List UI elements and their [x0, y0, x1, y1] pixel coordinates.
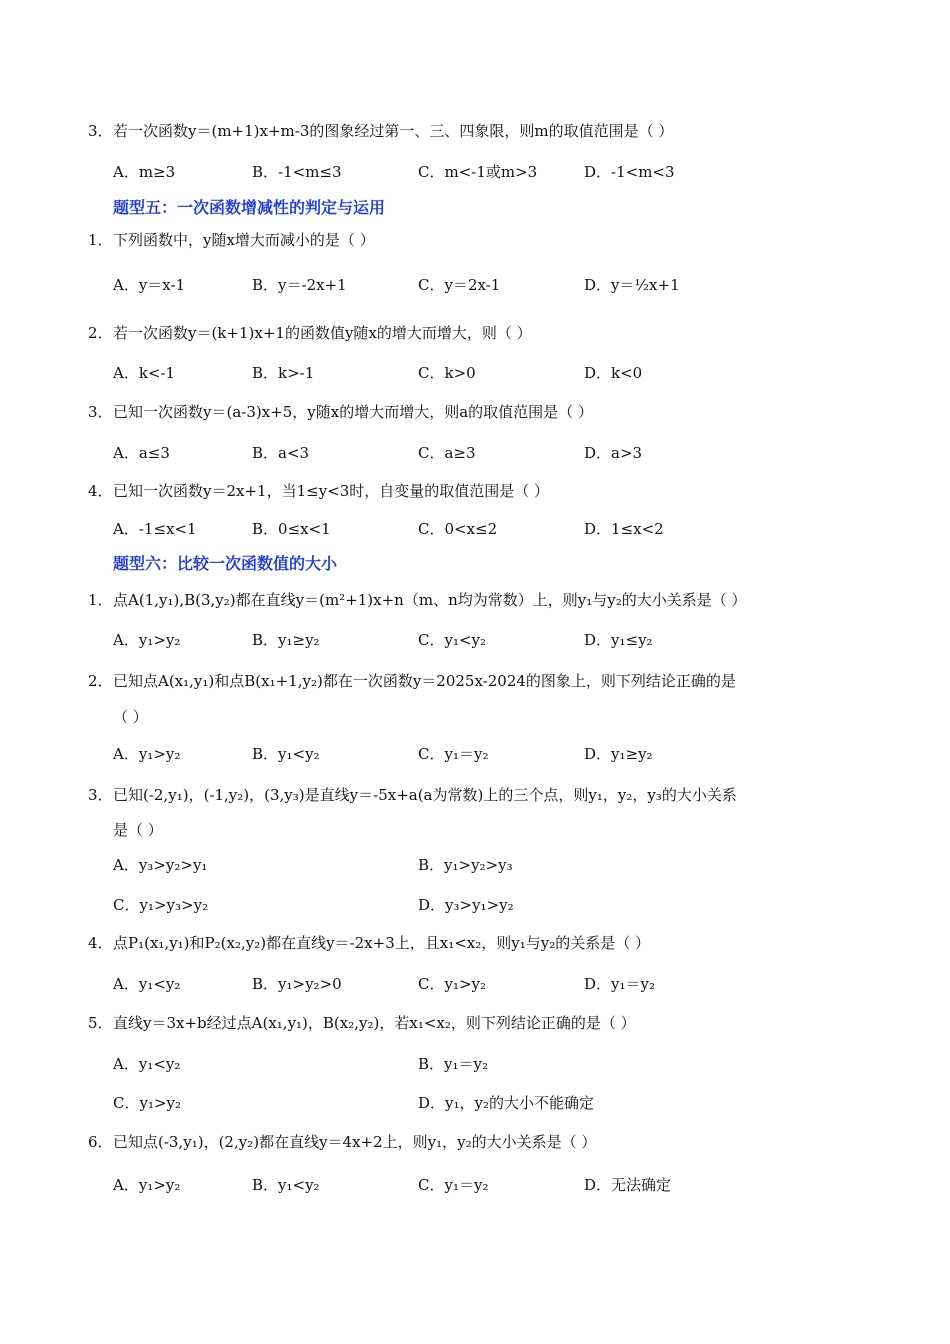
question-1-stem: [88, 229, 375, 251]
option-a: A．-1≤x<1: [113, 520, 197, 538]
question-1-stem: [88, 589, 746, 611]
option-b: B．k>-1: [252, 364, 315, 382]
question-number: 3．: [88, 786, 113, 804]
question-number: 3．: [88, 403, 113, 421]
option-a: A．y₃>y₂>y₁: [113, 856, 208, 874]
question-number: 1．: [88, 591, 113, 609]
section-heading-6: 题型六：比较一次函数值的大小: [113, 554, 338, 573]
question-6-stem: [88, 1131, 596, 1153]
option-c: C．0<x≤2: [418, 520, 498, 538]
option-d: D．y₃>y₁>y₂: [418, 896, 514, 914]
question-number: 1．: [88, 231, 113, 249]
option-c: C．y₁>y₂: [113, 1094, 182, 1112]
option-b: B．y₁<y₂: [252, 1176, 320, 1194]
option-b: B．y₁<y₂: [252, 745, 320, 763]
option-a: A．y₁<y₂: [113, 975, 181, 993]
question-number: 6．: [88, 1133, 113, 1151]
question-text: 已知点A(x₁,y₁)和点B(x₁+1,y₂)都在一次函数y＝2025x-2024的图象上，则下列结论正确的是: [113, 672, 736, 690]
question-5-stem: [88, 1012, 636, 1034]
option-c: C．y＝2x-1: [418, 276, 501, 294]
question-4-stem: [88, 932, 650, 954]
option-c: C．a≥3: [418, 444, 476, 462]
question-text: 点P₁(x₁,y₁)和P₂(x₂,y₂)都在直线y＝-2x+3上，且x₁<x₂，则y₁与y₂的关系是（ ）: [113, 934, 650, 952]
option-d: D．k<0: [584, 364, 643, 382]
question-number: 3．: [88, 122, 113, 140]
option-d: D．-1<m<3: [584, 163, 675, 181]
question-2-stem: [88, 322, 532, 344]
question-number: 5．: [88, 1014, 113, 1032]
question-number: 2．: [88, 672, 113, 690]
option-a: A．y₁<y₂: [113, 1055, 181, 1073]
question-text: 若一次函数y＝(k+1)x+1的函数值y随x的增大而增大，则（ ）: [113, 324, 532, 342]
question-3-stem: [88, 784, 737, 806]
question-3-continuation: 是（ ）: [113, 821, 163, 839]
option-d: D．y₁≥y₂: [584, 745, 653, 763]
option-a: A．y₁>y₂: [113, 631, 181, 649]
option-b: B．-1<m≤3: [252, 163, 342, 181]
option-a: A．y₁>y₂: [113, 1176, 181, 1194]
option-c: C．y₁＝y₂: [418, 745, 489, 763]
option-c: C．k>0: [418, 364, 476, 382]
option-a: A．k<-1: [113, 364, 176, 382]
option-a: A．y＝x-1: [113, 276, 186, 294]
option-c: C．y₁<y₂: [418, 631, 487, 649]
question-2-continuation: （ ）: [113, 708, 148, 726]
option-d: D．y₁＝y₂: [584, 975, 656, 993]
question-number: 4．: [88, 482, 113, 500]
option-a: A．a≤3: [113, 444, 170, 462]
question-3-stem: [88, 120, 673, 142]
option-d: D．无法确定: [584, 1176, 672, 1194]
question-3-stem: [88, 401, 593, 423]
option-d: D．a>3: [584, 444, 643, 462]
option-d: D．y₁，y₂的大小不能确定: [418, 1094, 595, 1112]
option-c: C．y₁>y₂: [418, 975, 487, 993]
question-text: 已知一次函数y＝(a-3)x+5，y随x的增大而增大，则a的取值范围是（ ）: [113, 403, 593, 421]
question-number: 4．: [88, 934, 113, 952]
question-text: 已知(-2,y₁)，(-1,y₂)，(3,y₃)是直线y＝-5x+a(a为常数)上的三个点，则y₁，y₂，y₃的大小关系: [113, 786, 737, 804]
option-b: B．a<3: [252, 444, 310, 462]
option-b: B．y₁＝y₂: [418, 1055, 488, 1073]
section-heading-5: 题型五：一次函数增减性的判定与运用: [113, 198, 386, 217]
option-a: A．m≥3: [113, 163, 176, 181]
question-2-stem: [88, 670, 736, 692]
option-d: D．y＝½x+1: [584, 276, 680, 294]
option-a: A．y₁>y₂: [113, 745, 181, 763]
question-text: 若一次函数y＝(m+1)x+m-3的图象经过第一、三、四象限，则m的取值范围是（ ）: [113, 122, 674, 140]
option-c: C．m<-1或m>3: [418, 163, 538, 181]
question-text: 直线y＝3x+b经过点A(x₁,y₁)，B(x₂,y₂)，若x₁<x₂，则下列结论正确的是（ ）: [113, 1014, 636, 1032]
option-d: D．1≤x<2: [584, 520, 664, 538]
option-c: C．y₁>y₃>y₂: [113, 896, 209, 914]
question-text: 已知一次函数y＝2x+1，当1≤y<3时，自变量的取值范围是（ ）: [113, 482, 550, 500]
question-text: 已知点(-3,y₁)，(2,y₂)都在直线y＝4x+2上，则y₁，y₂的大小关系是（ ）: [113, 1133, 597, 1151]
question-text: 下列函数中，y随x增大而减小的是（ ）: [113, 231, 375, 249]
option-c: C．y₁＝y₂: [418, 1176, 489, 1194]
question-number: 2．: [88, 324, 113, 342]
question-4-stem: [88, 480, 549, 502]
option-b: B．0≤x<1: [252, 520, 331, 538]
question-text: 点A(1,y₁),B(3,y₂)都在直线y＝(m²+1)x+n（m、n均为常数）上，则y₁与y₂的大小关系是（ ）: [113, 591, 747, 609]
option-b: B．y₁≥y₂: [252, 631, 320, 649]
option-b: B．y₁>y₂>0: [252, 975, 342, 993]
option-b: B．y＝-2x+1: [252, 276, 347, 294]
option-b: B．y₁>y₂>y₃: [418, 856, 513, 874]
option-d: D．y₁≤y₂: [584, 631, 653, 649]
